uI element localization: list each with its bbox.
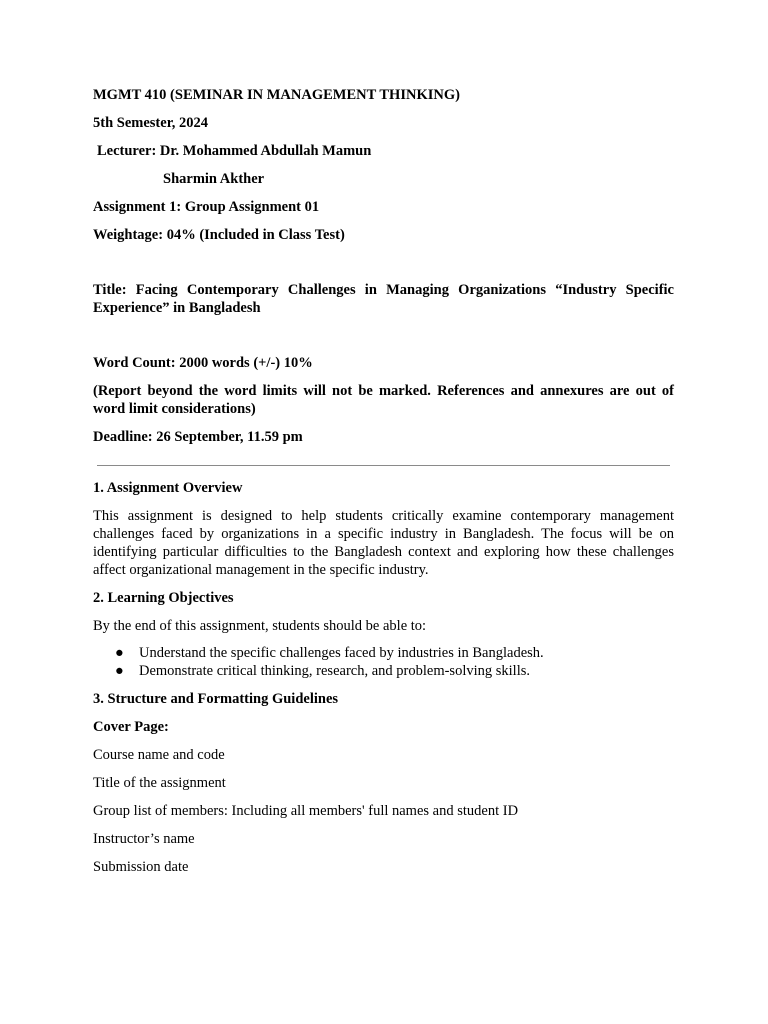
- list-item-text: Understand the specific challenges faced by industries in Bangladesh.: [139, 645, 544, 661]
- list-item: [115, 644, 674, 662]
- list-item-text: Demonstrate critical thinking, research, and problem-solving skills.: [139, 663, 530, 679]
- objectives-list: [93, 644, 674, 680]
- cover-item: Course name and code: [93, 747, 225, 763]
- bullet-icon: ●: [115, 645, 124, 661]
- assignment-title: Title: Facing Contemporary Challenges in Managing Organizations “Industry Specific Experience” in Bangladesh: [93, 282, 674, 316]
- bullet-icon: ●: [115, 663, 124, 679]
- semester: 5th Semester, 2024: [93, 115, 209, 131]
- structure-heading: 3. Structure and Formatting Guidelines: [93, 691, 339, 707]
- cover-item: Title of the assignment: [93, 775, 226, 791]
- assignment-label: Assignment 1: Group Assignment 01: [93, 199, 320, 215]
- document-page: [93, 86, 674, 876]
- weightage: Weightage: 04% (Included in Class Test): [93, 227, 345, 243]
- list-item: [115, 662, 674, 680]
- overview-body: This assignment is designed to help students critically examine contemporary management challenges faced by organizations in a specific industry in Bangladesh. The focus will be on identifying particular difficulties to the Bangladesh context and exploring how these challenges affect organizational management in the specific industry.: [93, 508, 674, 578]
- lecturer-line: Lecturer: Dr. Mohammed Abdullah Mamun: [97, 143, 372, 159]
- cover-item: Submission date: [93, 859, 189, 875]
- overview-heading: 1. Assignment Overview: [93, 480, 243, 496]
- cover-item: Instructor’s name: [93, 831, 195, 847]
- course-title: MGMT 410 (SEMINAR IN MANAGEMENT THINKING): [93, 87, 460, 103]
- deadline: Deadline: 26 September, 11.59 pm: [93, 429, 303, 445]
- lecturer-second: Sharmin Akther: [163, 171, 265, 187]
- objectives-heading: 2. Learning Objectives: [93, 590, 234, 606]
- section-divider: [97, 465, 670, 466]
- word-limit-note: (Report beyond the word limits will not be marked. References and annexures are out of word limit considerations): [93, 383, 674, 417]
- cover-page-heading: Cover Page:: [93, 719, 169, 735]
- cover-item: Group list of members: Including all members' full names and student ID: [93, 803, 519, 819]
- word-count: Word Count: 2000 words (+/-) 10%: [93, 355, 313, 371]
- objectives-intro: By the end of this assignment, students should be able to:: [93, 618, 427, 634]
